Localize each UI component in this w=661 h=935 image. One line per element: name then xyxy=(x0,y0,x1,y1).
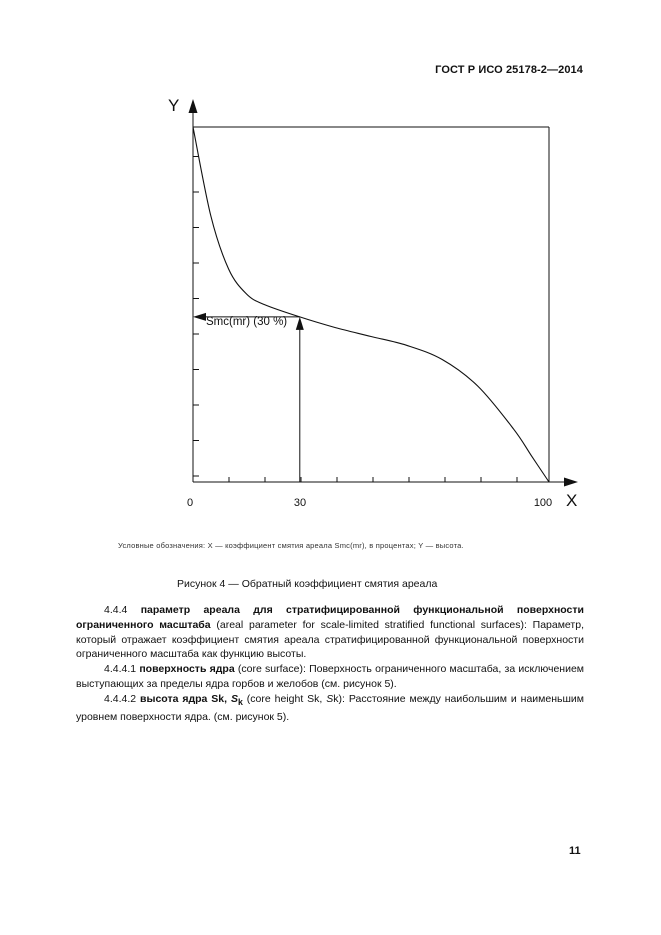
figure-caption: Рисунок 4 — Обратный коэффициент смятия ареала xyxy=(177,578,438,590)
term-english: (core height Sk, xyxy=(242,692,327,705)
smc-annotation-label: Smc(mr) (30 %) xyxy=(206,316,288,328)
paragraph-4-4-4 xyxy=(76,603,584,662)
term-name: поверхность ядра xyxy=(139,663,235,676)
term-definition: k): Расстояние между наибольшим и наименьшим уровнем поверхности ядра. (см. рисунок 5). xyxy=(76,692,584,723)
y-axis-name: Y xyxy=(168,96,180,115)
clause-number: 4.4.4 xyxy=(104,604,141,616)
x-axis-arrow xyxy=(564,478,578,487)
x-tick-label-30: 30 xyxy=(293,497,307,509)
x-tick-label-0: 0 xyxy=(186,497,194,509)
figure-legend: Условные обозначения: X — коэффициент смятия ареала Smc(mr), в процентах; Y — высота. xyxy=(118,541,464,550)
paragraph-4-4-4-1 xyxy=(76,662,584,692)
term-symbol-italic: S xyxy=(326,692,334,705)
x-axis-name: X xyxy=(566,491,578,510)
body-text xyxy=(76,603,584,724)
inverse-areal-material-ratio-curve xyxy=(193,127,549,482)
term-definition: (core surface): Поверхность ограниченного масштаба, за исключением выступающих за пределы ядра горбов и желобов (см. рисунок 5). xyxy=(76,663,585,690)
term-symbol-subscript: k xyxy=(238,696,243,707)
term-symbol: S xyxy=(230,692,238,705)
horizontal-guide-arrow xyxy=(193,313,206,321)
x-axis-ticks xyxy=(193,477,517,482)
term-name: параметр ареала для стратифицированной функциональной поверхности ограниченного масштаба xyxy=(76,604,584,631)
x-tick-label-100: 100 xyxy=(533,497,553,509)
y-axis-arrow xyxy=(189,99,198,113)
term-definition: (areal parameter for scale-limited stratified functional surfaces): Параметр, который отражает коэффициент смятия ареала стратифицированной функциональной поверхности ограниченного масштаба как функцию высоты. xyxy=(76,618,584,661)
clause-number: 4.4.4.2 xyxy=(104,692,141,705)
term-name: высота ядра Sk, xyxy=(140,692,228,705)
page-number: 11 xyxy=(569,845,581,857)
vertical-guide-arrow xyxy=(296,317,304,330)
paragraph-4-4-4-2 xyxy=(76,692,584,725)
document-header: ГОСТ Р ИСО 25178-2—2014 xyxy=(435,64,583,76)
clause-number: 4.4.4.1 xyxy=(104,663,140,676)
